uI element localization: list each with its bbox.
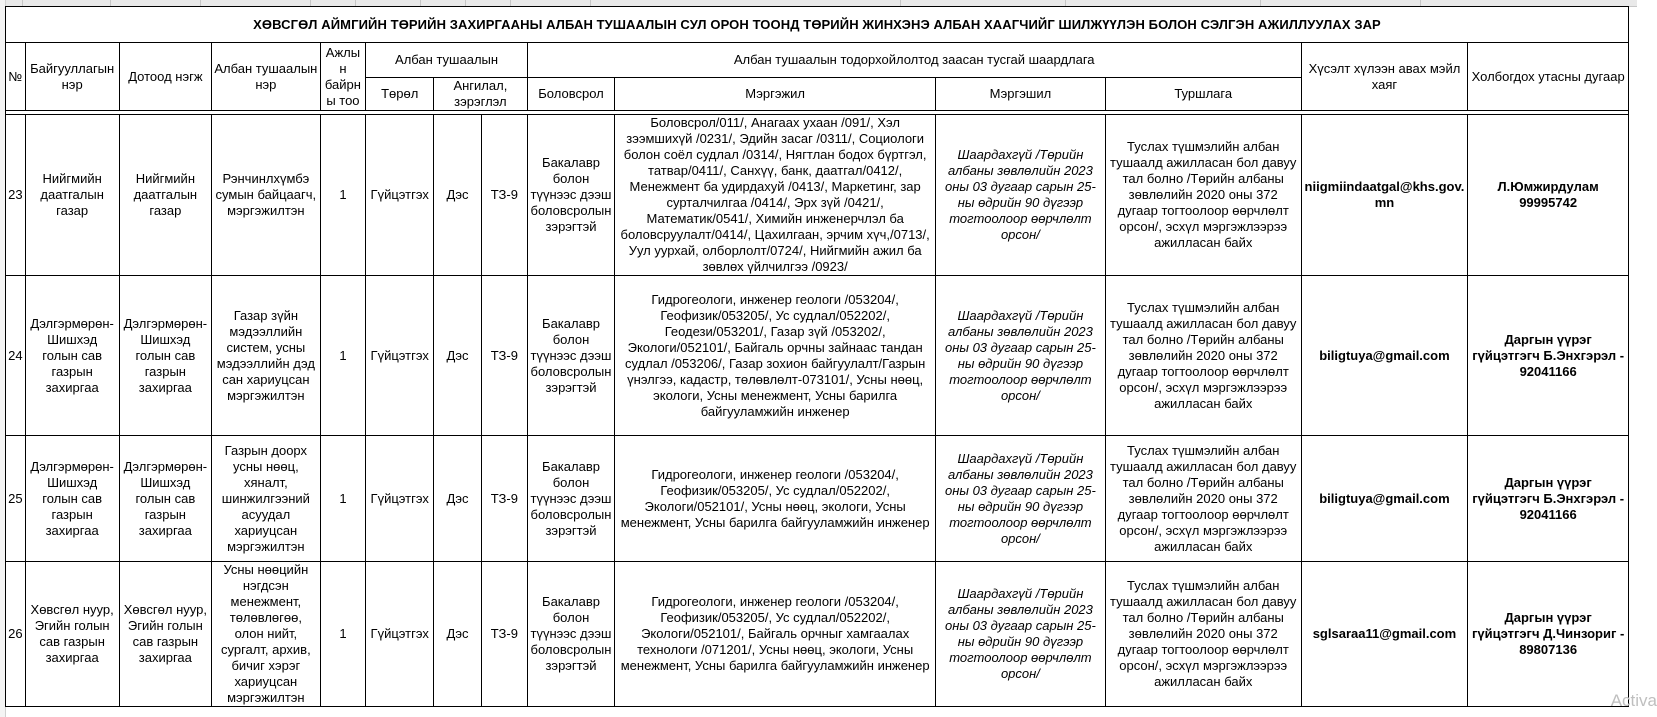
row-grade: ТЗ-9 xyxy=(481,562,527,707)
header-position-group: Албан тушаалын xyxy=(366,43,527,78)
row-profession: Гидрогеологи, инженер геологи /053204/, Геофизик/053205/, Ус судлал/052202/, Экологи/052101/, Байгаль орчныг хамгаалах технологи /071201/, Усны нөөц, экологи, Усны менежмент, Усны барилга байгууламжийн инженер xyxy=(615,562,936,707)
row-count: 1 xyxy=(320,436,366,562)
row-class: Дэс xyxy=(434,436,482,562)
row-skill: Шаардахгүй /Төрийн албаны зөвлөлийн 2023 оны 03 дугаар сарын 25-ны өдрийн 90 дүгээр тогтоолоор өөрчлөлт орсон/ xyxy=(936,276,1106,436)
row-count: 1 xyxy=(320,276,366,436)
table-row xyxy=(6,436,1629,562)
row-type: Гүйцэтгэх xyxy=(366,562,434,707)
header-email: Хүсэлт хүлээн авах мэйл хаяг xyxy=(1301,43,1468,111)
row-phone: Даргын үүрэг гүйцэтгэгч Д.Чинзориг - 89807136 xyxy=(1468,562,1629,707)
header-count: Ажлын байрны тоо xyxy=(320,43,366,111)
table-row xyxy=(6,562,1629,707)
row-experience: Туслах түшмэлийн албан тушаалд ажилласан бол давуу тал болно /Төрийн албаны зөвлөлийн 2020 оны 372 дугаар тогтоолоор өөрчлөлт орсон/, эсхүл мэргэжлээрээ ажилласан байх xyxy=(1105,436,1301,562)
row-phone: Даргын үүрэг гүйцэтгэгч Б.Энхгэрэл - 92041166 xyxy=(1468,276,1629,436)
row-experience: Туслах түшмэлийн албан тушаалд ажилласан бол давуу тал болно /Төрийн албаны зөвлөлийн 2020 оны 372 дугаар тогтоолоор өөрчлөлт орсон/, эсхүл мэргэжлээрээ ажилласан байх xyxy=(1105,562,1301,707)
row-type: Гүйцэтгэх xyxy=(366,276,434,436)
row-org: Хөвсгөл нуур, Эгийн голын сав газрын захиргаа xyxy=(25,562,119,707)
header-type: Төрөл xyxy=(366,78,434,111)
page-title: ХӨВСГӨЛ АЙМГИЙН ТӨРИЙН ЗАХИРГААНЫ АЛБАН ТУШААЛЫН СУЛ ОРОН ТООНД ТӨРИЙН ЖИНХЭНЭ АЛБАН ХААГЧИЙГ ШИЛЖҮҮЛЭН БОЛОН СЭЛГЭН АЖИЛЛУУЛАХ ЗАР xyxy=(6,7,1629,43)
row-org: Нийгмийн даатгалын газар xyxy=(25,115,119,276)
header-org: Байгууллагын нэр xyxy=(25,43,119,111)
vacancy-table xyxy=(5,6,1629,707)
row-email: sglsaraa11@gmail.com xyxy=(1301,562,1468,707)
row-profession: Гидрогеологи, инженер геологи /053204/, Геофизик/053205/, Ус судлал/052202/, Экологи/052101/, Усны нөөц, экологи, Усны менежмент, Усны барилга байгууламжийн инженер xyxy=(615,436,936,562)
row-skill: Шаардахгүй /Төрийн албаны зөвлөлийн 2023 оны 03 дугаар сарын 25-ны өдрийн 90 дүгээр тогтоолоор өөрчлөлт орсон/ xyxy=(936,436,1106,562)
row-grade: ТЗ-9 xyxy=(481,115,527,276)
table-row xyxy=(6,276,1629,436)
row-org: Дэлгэрмөрөн-Шишхэд голын сав газрын захиргаа xyxy=(25,276,119,436)
row-phone: Л.Юмжирдулам 99995742 xyxy=(1468,115,1629,276)
row-position: Рэнчинлхүмбэ сумын байцаагч, мэргэжилтэн xyxy=(212,115,320,276)
header-num: № xyxy=(6,43,26,111)
row-experience: Туслах түшмэлийн албан тушаалд ажилласан бол давуу тал болно /Төрийн албаны зөвлөлийн 2020 оны 372 дугаар тогтоолоор өөрчлөлт орсон/, эсхүл мэргэжлээрээ ажилласан байх xyxy=(1105,276,1301,436)
row-unit: Дэлгэрмөрөн-Шишхэд голын сав газрын захиргаа xyxy=(119,276,212,436)
row-email: biligtuya@gmail.com xyxy=(1301,276,1468,436)
row-grade: ТЗ-9 xyxy=(481,276,527,436)
row-position: Газар зүйн мэдээллийн систем, усны мэдээллийн дэд сан хариуцсан мэргэжилтэн xyxy=(212,276,320,436)
row-type: Гүйцэтгэх xyxy=(366,436,434,562)
row-num: 25 xyxy=(6,436,26,562)
header-class: Ангилал, зэрэглэл xyxy=(434,78,528,111)
row-experience: Туслах түшмэлийн албан тушаалд ажилласан бол давуу тал болно /Төрийн албаны зөвлөлийн 2020 оны 372 дугаар тогтоолоор өөрчлөлт орсон/, эсхүл мэргэжлээрээ ажилласан байх xyxy=(1105,115,1301,276)
row-num: 24 xyxy=(6,276,26,436)
row-skill: Шаардахгүй /Төрийн албаны зөвлөлийн 2023 оны 03 дугаар сарын 25-ны өдрийн 90 дүгээр тогтоолоор өөрчлөлт орсон/ xyxy=(936,115,1106,276)
table-row xyxy=(6,115,1629,276)
row-profession: Гидрогеологи, инженер геологи /053204/, Геофизик/053205/, Ус судлал/052202/, Геодези/053201/, Газар зүй /053202/, Экологи/052101/, Байгаль орчны зайнаас тандан судлал /053206/, Газар зохион байгуулалт/Газрын үнэлгээ, кадастр, төлөвлөлт-073101/, Усны нөөц, экологи, Усны менежмент, Усны барилга байгууламжийн инженер xyxy=(615,276,936,436)
header-phone: Холбогдох утасны дугаар xyxy=(1468,43,1629,111)
row-email: biligtuya@gmail.com xyxy=(1301,436,1468,562)
row-unit: Дэлгэрмөрөн-Шишхэд голын сав газрын захиргаа xyxy=(119,436,212,562)
row-unit: Хөвсгөл нуур, Эгийн голын сав газрын захиргаа xyxy=(119,562,212,707)
row-phone: Даргын үүрэг гүйцэтгэгч Б.Энхгэрэл - 92041166 xyxy=(1468,436,1629,562)
row-position: Газрын доорх усны нөөц, хяналт, шинжилгээний асуудал хариуцсан мэргэжилтэн xyxy=(212,436,320,562)
row-education: Бакалавр болон түүнээс дээш боловсролын зэрэгтэй xyxy=(527,276,614,436)
header-requirements-group: Албан тушаалын тодорхойлолтод заасан тусгай шаардлага xyxy=(527,43,1301,78)
row-num: 23 xyxy=(6,115,26,276)
row-count: 1 xyxy=(320,115,366,276)
header-skill: Мэргэшил xyxy=(936,78,1106,111)
row-unit: Нийгмийн даатгалын газар xyxy=(119,115,212,276)
row-grade: ТЗ-9 xyxy=(481,436,527,562)
header-position: Албан тушаалын нэр xyxy=(212,43,320,111)
row-skill: Шаардахгүй /Төрийн албаны зөвлөлийн 2023 оны 03 дугаар сарын 25-ны өдрийн 90 дүгээр тогтоолоор өөрчлөлт орсон/ xyxy=(936,562,1106,707)
header-education: Боловсрол xyxy=(527,78,614,111)
row-class: Дэс xyxy=(434,115,482,276)
row-profession: Боловсрол/011/, Анагаах ухаан /091/, Хэл зээмшихүй /0231/, Эдийн засаг /0311/, Социологи болон соёл судлал /0314/, Нягтлан бодох бүртгэл, татвар/0411/, Санхүү, банк, даатгал/0412/, Менежмент ба удирдахуй /0413/, Маркетинг, зар сурталчилгаа /0414/, Эрх зүй /0421/, Математик/0541/, Химийн инженерчлэл ба боловсруулалт/0414/, Цахилгаан, эрчим хүч,/0713/, Уул уурхай, олборлолт/0724/, Нийгмийн ажил ба зөвлөх үйлчилгээ /0923/ xyxy=(615,115,936,276)
row-education: Бакалавр болон түүнээс дээш боловсролын зэрэгтэй xyxy=(527,562,614,707)
row-education: Бакалавр болон түүнээс дээш боловсролын зэрэгтэй xyxy=(527,115,614,276)
row-education: Бакалавр болон түүнээс дээш боловсролын зэрэгтэй xyxy=(527,436,614,562)
header-unit: Дотоод нэгж xyxy=(119,43,212,111)
row-class: Дэс xyxy=(434,562,482,707)
row-num: 26 xyxy=(6,562,26,707)
row-email: niigmiindaatgal@khs.gov.mn xyxy=(1301,115,1468,276)
row-count: 1 xyxy=(320,562,366,707)
activation-watermark: Activa xyxy=(1610,691,1657,710)
header-profession: Мэргэжил xyxy=(615,78,936,111)
header-experience: Туршлага xyxy=(1105,78,1301,111)
row-position: Усны нөөцийн нэгдсэн менежмент, төлөвлөгөө, олон нийт, сургалт, архив, бичиг хэрэг хариуцсан мэргэжилтэн xyxy=(212,562,320,707)
row-class: Дэс xyxy=(434,276,482,436)
row-type: Гүйцэтгэх xyxy=(366,115,434,276)
row-org: Дэлгэрмөрөн-Шишхэд голын сав газрын захиргаа xyxy=(25,436,119,562)
